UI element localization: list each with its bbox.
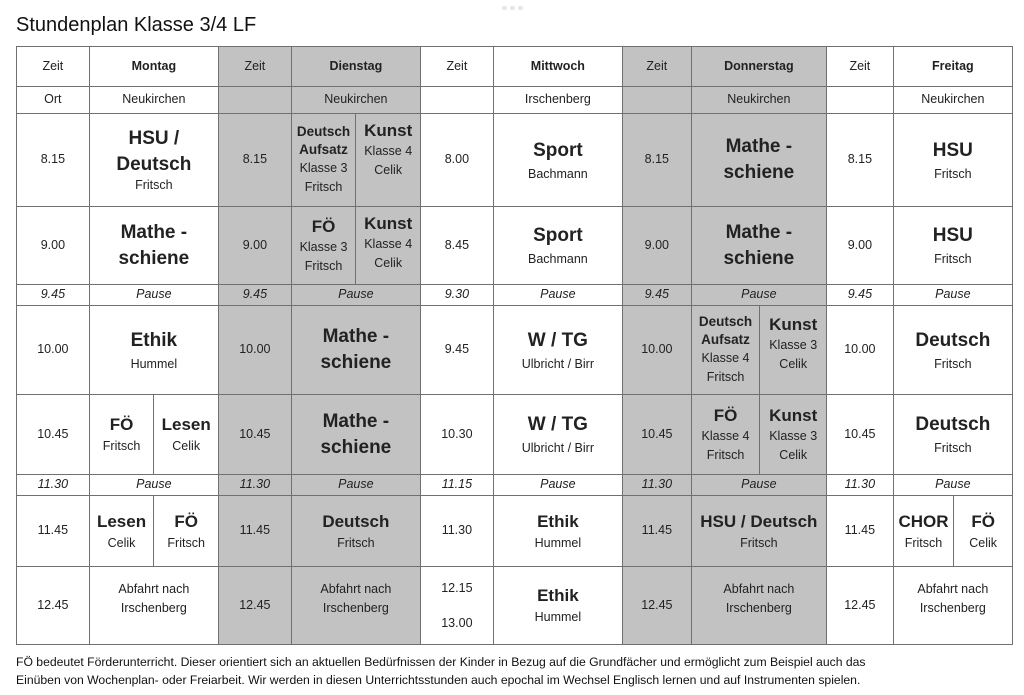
teacher-label: Fritsch (934, 356, 972, 371)
pause-label: Pause (691, 285, 826, 306)
time-cell: 9.00 (623, 207, 692, 285)
time-cell: 10.45 (17, 395, 90, 475)
subject-label: HSU (932, 139, 973, 161)
time-cell: 10.45 (623, 395, 692, 475)
footnote-line: Einüben von Wochenplan- oder Freiarbeit. Wir werden in diesen Unterrichtsstunden auch epochal im Wechsel Englisch lernen und auf Instrumenten spielen. (16, 672, 861, 687)
lesson-cell-freitag (893, 567, 1012, 645)
subject-label: Kunst (364, 121, 413, 140)
teacher-label: Ulbricht / Birr (521, 441, 594, 455)
pause-time: 11.30 (827, 475, 894, 496)
class-label: Klasse 4 (701, 428, 750, 443)
zeit-header-donnerstag: Zeit (623, 47, 692, 87)
teacher-label: Hummel (534, 610, 582, 625)
time-cell: 11.45 (827, 496, 894, 567)
lesson-cell-montag (89, 207, 218, 285)
departure-label: Irschenberg (322, 600, 389, 615)
lesson-row-4 (17, 395, 1013, 475)
time-start: 12.15 (441, 580, 473, 595)
teacher-label: Celik (107, 535, 136, 550)
lesson-cell-montag-b (154, 496, 219, 567)
lesson-cell-mittwoch (493, 306, 622, 395)
subject-label: Ethik (537, 586, 579, 606)
time-cell: 10.30 (421, 395, 494, 475)
lesson-cell-freitag-a (893, 496, 954, 567)
teacher-label: Celik (779, 356, 808, 371)
location-row (17, 87, 1013, 114)
teacher-label: Fritsch (904, 535, 943, 550)
footnote-line: FÖ bedeutet Förderunterricht. Dieser orientiert sich an aktuellen Bedürfnissen der Kinder in Bezug auf die Grundfächer und ermöglicht zum Beispiel auch das (16, 655, 866, 669)
pause-label: Pause (493, 285, 622, 306)
pause-row-1 (17, 285, 1013, 306)
location-label: Ort (17, 87, 90, 114)
subject-label: HSU / (128, 128, 180, 150)
lesson-row-1 (17, 114, 1013, 207)
time-cell (421, 567, 494, 645)
lesson-cell-mittwoch (493, 496, 622, 567)
timetable (16, 46, 1013, 645)
departure-label: Abfahrt nach (917, 582, 989, 596)
pause-row-2 (17, 475, 1013, 496)
time-cell: 9.00 (219, 207, 292, 285)
day-header-dienstag: Dienstag (291, 47, 420, 87)
teacher-label: Hummel (130, 356, 178, 371)
class-label: Klasse 3 (769, 428, 818, 443)
time-cell: 11.45 (17, 496, 90, 567)
subject-label: W / TG (527, 329, 588, 351)
subject-label: schiene (320, 436, 392, 458)
teacher-label: Bachmann (527, 252, 588, 266)
lesson-cell-montag-b (154, 395, 219, 475)
time-cell: 11.45 (623, 496, 692, 567)
lesson-cell-mittwoch (493, 567, 622, 645)
subject-label: HSU / Deutsch (700, 511, 818, 531)
lesson-cell-montag-a (89, 496, 154, 567)
class-label: Klasse 4 (701, 351, 750, 366)
subject-label: FÖ (971, 511, 995, 531)
class-label: Klasse 3 (299, 161, 348, 176)
lesson-cell-montag (89, 567, 218, 645)
header-row (17, 47, 1013, 87)
pause-time: 9.45 (219, 285, 292, 306)
day-header-freitag: Freitag (893, 47, 1012, 87)
location-spacer (827, 87, 894, 114)
lesson-row-2 (17, 207, 1013, 285)
subject-label: Ethik (130, 329, 178, 351)
lesson-cell-dienstag-b (356, 207, 421, 285)
subject-label: Aufsatz (299, 142, 348, 158)
pause-time: 9.45 (827, 285, 894, 306)
time-cell: 11.30 (421, 496, 494, 567)
departure-label: Irschenberg (120, 600, 187, 615)
teacher-label: Fritsch (706, 447, 745, 462)
subject-label: Deutsch (296, 124, 351, 140)
lesson-cell-dienstag (291, 306, 420, 395)
time-cell: 12.45 (219, 567, 292, 645)
subject-label: Mathe - (322, 410, 390, 432)
subject-label: Lesen (161, 415, 211, 435)
lesson-cell-dienstag (291, 567, 420, 645)
time-end: 13.00 (441, 615, 473, 630)
subject-label: W / TG (527, 414, 588, 436)
day-header-donnerstag: Donnerstag (691, 47, 826, 87)
location-spacer (219, 87, 292, 114)
time-cell: 10.00 (827, 306, 894, 395)
departure-label: Abfahrt nach (320, 582, 392, 596)
subject-label: schiene (320, 352, 392, 373)
location-donnerstag: Neukirchen (691, 87, 826, 114)
time-cell: 10.00 (17, 306, 90, 395)
lesson-cell-dienstag (291, 395, 420, 475)
departure-label: Abfahrt nach (118, 582, 190, 596)
pause-time: 11.30 (219, 475, 292, 496)
lesson-cell-donnerstag (691, 567, 826, 645)
lesson-cell-freitag (893, 395, 1012, 475)
subject-label: Deutsch (116, 153, 192, 175)
subject-label: Lesen (96, 511, 147, 531)
lesson-cell-dienstag-a (291, 114, 356, 207)
time-cell: 12.45 (623, 567, 692, 645)
pause-label: Pause (691, 475, 826, 496)
time-cell: 9.45 (421, 306, 494, 395)
subject-label: schiene (723, 247, 795, 269)
time-cell: 10.00 (623, 306, 692, 395)
subject-label: Kunst (769, 315, 818, 334)
teacher-label: Celik (969, 535, 998, 550)
time-cell: 10.00 (219, 306, 292, 395)
subject-label: Deutsch (322, 511, 390, 531)
teacher-label: Fritsch (706, 370, 745, 385)
pause-label: Pause (89, 475, 218, 496)
class-label: Klasse 3 (299, 239, 348, 254)
location-freitag: Neukirchen (893, 87, 1012, 114)
subject-label: Deutsch (915, 329, 991, 351)
lesson-cell-freitag (893, 114, 1012, 207)
teacher-label: Hummel (534, 535, 582, 550)
subject-label: Mathe - (725, 136, 793, 158)
teacher-label: Fritsch (167, 535, 205, 550)
time-cell: 8.15 (219, 114, 292, 207)
zeit-header-montag: Zeit (17, 47, 90, 87)
lesson-cell-freitag (893, 207, 1012, 285)
pause-label: Pause (291, 285, 420, 306)
time-cell: 8.15 (827, 114, 894, 207)
subject-label: schiene (723, 162, 795, 183)
teacher-label: Fritsch (304, 180, 343, 195)
teacher-label: Fritsch (304, 258, 343, 273)
subject-label: Aufsatz (701, 332, 750, 348)
window-drag-handle (500, 6, 524, 12)
time-cell: 10.45 (219, 395, 292, 475)
lesson-cell-dienstag-b (356, 114, 421, 207)
lesson-cell-donnerstag (691, 114, 826, 207)
teacher-label: Celik (374, 255, 403, 270)
lesson-cell-mittwoch (493, 207, 622, 285)
lesson-cell-donnerstag (691, 207, 826, 285)
teacher-label: Fritsch (934, 441, 972, 455)
subject-label: Ethik (537, 511, 579, 531)
teacher-label: Celik (172, 439, 201, 454)
lesson-cell-dienstag-a (291, 207, 356, 285)
pause-time: 11.30 (17, 475, 90, 496)
zeit-header-freitag: Zeit (827, 47, 894, 87)
teacher-label: Fritsch (337, 535, 375, 550)
subject-label: Sport (533, 139, 583, 161)
lesson-row-6 (17, 567, 1013, 645)
location-spacer (623, 87, 692, 114)
lesson-cell-montag-a (89, 395, 154, 475)
teacher-label: Ulbricht / Birr (521, 356, 594, 371)
day-header-mittwoch: Mittwoch (493, 47, 622, 87)
lesson-cell-donnerstag (691, 496, 826, 567)
pause-time: 9.45 (623, 285, 692, 306)
location-mittwoch: Irschenberg (493, 87, 622, 114)
pause-time: 9.45 (17, 285, 90, 306)
subject-label: Kunst (364, 214, 413, 233)
lesson-cell-mittwoch (493, 395, 622, 475)
location-montag: Neukirchen (89, 87, 218, 114)
lesson-cell-montag (89, 114, 218, 207)
pause-label: Pause (89, 285, 218, 306)
subject-label: Kunst (769, 405, 818, 425)
pause-time: 9.30 (421, 285, 494, 306)
pause-time: 11.30 (623, 475, 692, 496)
teacher-label: Celik (374, 162, 403, 177)
subject-label: schiene (118, 247, 190, 269)
teacher-label: Fritsch (102, 439, 141, 454)
lesson-row-5 (17, 496, 1013, 567)
lesson-cell-montag (89, 306, 218, 395)
departure-label: Irschenberg (919, 600, 986, 615)
teacher-label: Celik (779, 447, 808, 462)
lesson-cell-donnerstag-a (691, 395, 760, 475)
departure-label: Abfahrt nach (723, 582, 795, 596)
time-cell: 8.45 (421, 207, 494, 285)
subject-label: Deutsch (698, 314, 753, 330)
pause-time: 11.15 (421, 475, 494, 496)
time-cell: 8.00 (421, 114, 494, 207)
lesson-cell-donnerstag-b (760, 395, 827, 475)
time-cell: 12.45 (17, 567, 90, 645)
day-header-montag: Montag (89, 47, 218, 87)
subject-label: FÖ (713, 405, 738, 425)
class-label: Klasse 3 (769, 338, 818, 353)
subject-label: FÖ (109, 415, 134, 435)
lesson-cell-dienstag (291, 496, 420, 567)
lesson-cell-freitag (893, 306, 1012, 395)
time-cell: 10.45 (827, 395, 894, 475)
lesson-row-3 (17, 306, 1013, 395)
zeit-header-dienstag: Zeit (219, 47, 292, 87)
subject-label: CHOR (898, 511, 949, 531)
subject-label: Mathe - (725, 221, 793, 243)
teacher-label: Fritsch (934, 252, 972, 266)
time-cell: 9.00 (17, 207, 90, 285)
pause-label: Pause (493, 475, 622, 496)
lesson-cell-donnerstag-a (691, 306, 760, 395)
lesson-cell-mittwoch (493, 114, 622, 207)
lesson-cell-freitag-b (954, 496, 1013, 567)
page-title: Stundenplan Klasse 3/4 LF (16, 14, 257, 36)
subject-label: Deutsch (915, 414, 991, 436)
teacher-label: Fritsch (934, 166, 972, 181)
class-label: Klasse 4 (364, 237, 413, 252)
subject-label: HSU (932, 225, 973, 247)
teacher-label: Fritsch (135, 178, 173, 193)
subject-label: FÖ (311, 216, 336, 236)
subject-label: Mathe - (322, 326, 390, 348)
location-dienstag: Neukirchen (291, 87, 420, 114)
pause-label: Pause (893, 285, 1012, 306)
time-cell: 8.15 (17, 114, 90, 207)
class-label: Klasse 4 (364, 144, 413, 159)
location-spacer (421, 87, 494, 114)
teacher-label: Fritsch (740, 535, 778, 550)
pause-label: Pause (291, 475, 420, 496)
subject-label: FÖ (174, 511, 198, 531)
departure-label: Irschenberg (725, 600, 792, 615)
pause-label: Pause (893, 475, 1012, 496)
zeit-header-mittwoch: Zeit (421, 47, 494, 87)
subject-label: Sport (533, 225, 583, 247)
time-cell: 11.45 (219, 496, 292, 567)
time-cell: 9.00 (827, 207, 894, 285)
lesson-cell-donnerstag-b (760, 306, 827, 395)
time-cell: 8.15 (623, 114, 692, 207)
teacher-label: Bachmann (527, 166, 588, 181)
time-cell: 12.45 (827, 567, 894, 645)
footnote (16, 654, 1006, 689)
subject-label: Mathe - (120, 221, 188, 243)
